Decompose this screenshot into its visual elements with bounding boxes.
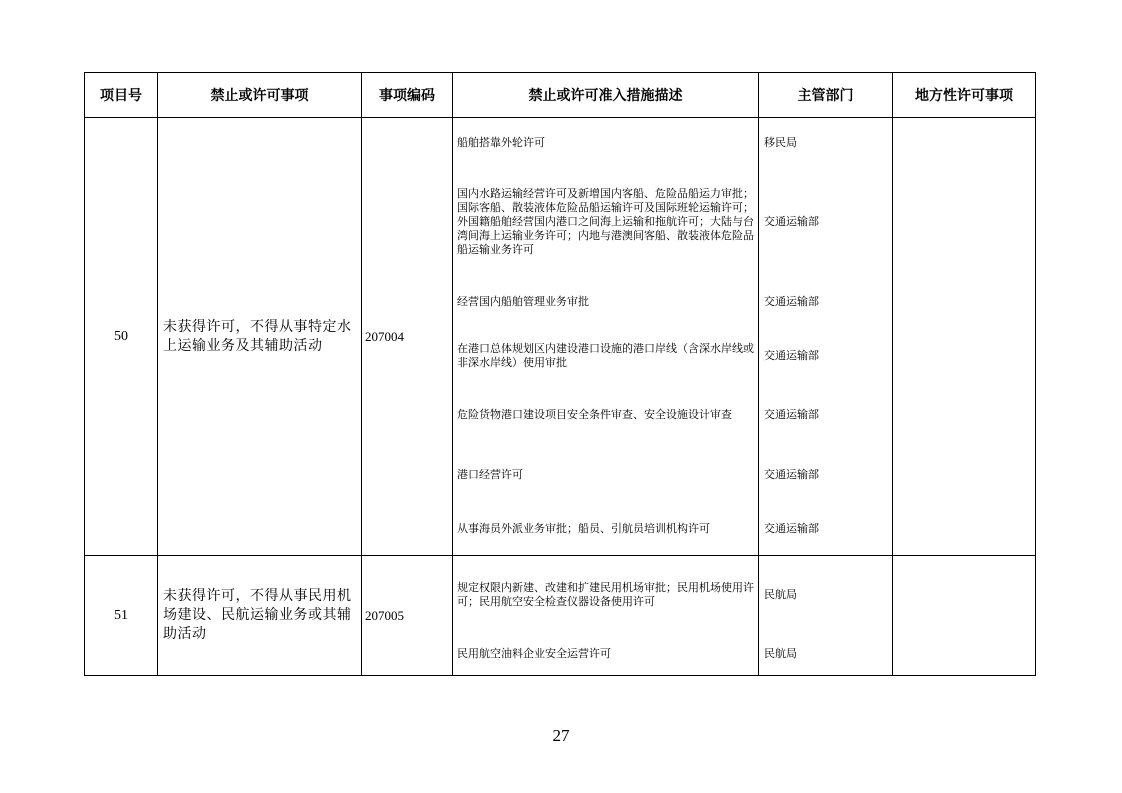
department: 移民局: [759, 118, 893, 168]
department: 交通运输部: [759, 384, 893, 446]
department: 交通运输部: [759, 446, 893, 504]
department: 交通运输部: [759, 328, 893, 384]
header-department: 主管部门: [759, 73, 893, 118]
department: 民航局: [759, 556, 893, 634]
measure-description: 经营国内船舶管理业务审批: [453, 276, 759, 328]
permit-table: [84, 72, 1036, 676]
header-code: 事项编码: [362, 73, 453, 118]
table-row: [85, 556, 1036, 634]
header-row: [85, 73, 1036, 118]
measure-description: 民用航空油料企业安全运营许可: [453, 634, 759, 676]
item-number: 50: [85, 118, 158, 556]
department: 交通运输部: [759, 276, 893, 328]
measure-description: 国内水路运输经营许可及新增国内客船、危险品船运力审批；国际客船、散装液体危险品船运输许可及国际班轮运输许可；外国籍船舶经营国内港口之间海上运输和拖航许可；大陆与台湾间海上运输业务许可；内地与港澳间客船、散装液体危险品船运输业务许可: [453, 168, 759, 276]
measure-description: 港口经营许可: [453, 446, 759, 504]
item-code: 207004: [362, 118, 453, 556]
item-title: 未获得许可，不得从事特定水上运输业务及其辅助活动: [158, 118, 362, 556]
measure-description: 危险货物港口建设项目安全条件审查、安全设施设计审查: [453, 384, 759, 446]
header-item-number: 项目号: [85, 73, 158, 118]
header-local-permit: 地方性许可事项: [893, 73, 1036, 118]
department: 民航局: [759, 634, 893, 676]
measure-description: 从事海员外派业务审批；船员、引航员培训机构许可: [453, 504, 759, 556]
table-row: [85, 118, 1036, 168]
measure-description: 船舶搭靠外轮许可: [453, 118, 759, 168]
header-measure-description: 禁止或许可准入措施描述: [453, 73, 759, 118]
item-title: 未获得许可，不得从事民用机场建设、民航运输业务或其辅助活动: [158, 556, 362, 676]
local-permit-cell: [893, 556, 1036, 676]
header-item: 禁止或许可事项: [158, 73, 362, 118]
department: 交通运输部: [759, 504, 893, 556]
local-permit-cell: [893, 118, 1036, 556]
measure-description: 规定权限内新建、改建和扩建民用机场审批；民用机场使用许可；民用航空安全检查仪器设备使用许可: [453, 556, 759, 634]
department: 交通运输部: [759, 168, 893, 276]
measure-description: 在港口总体规划区内建设港口设施的港口岸线（含深水岸线或非深水岸线）使用审批: [453, 328, 759, 384]
page-number: 27: [552, 726, 570, 745]
item-number: 51: [85, 556, 158, 676]
item-code: 207005: [362, 556, 453, 676]
